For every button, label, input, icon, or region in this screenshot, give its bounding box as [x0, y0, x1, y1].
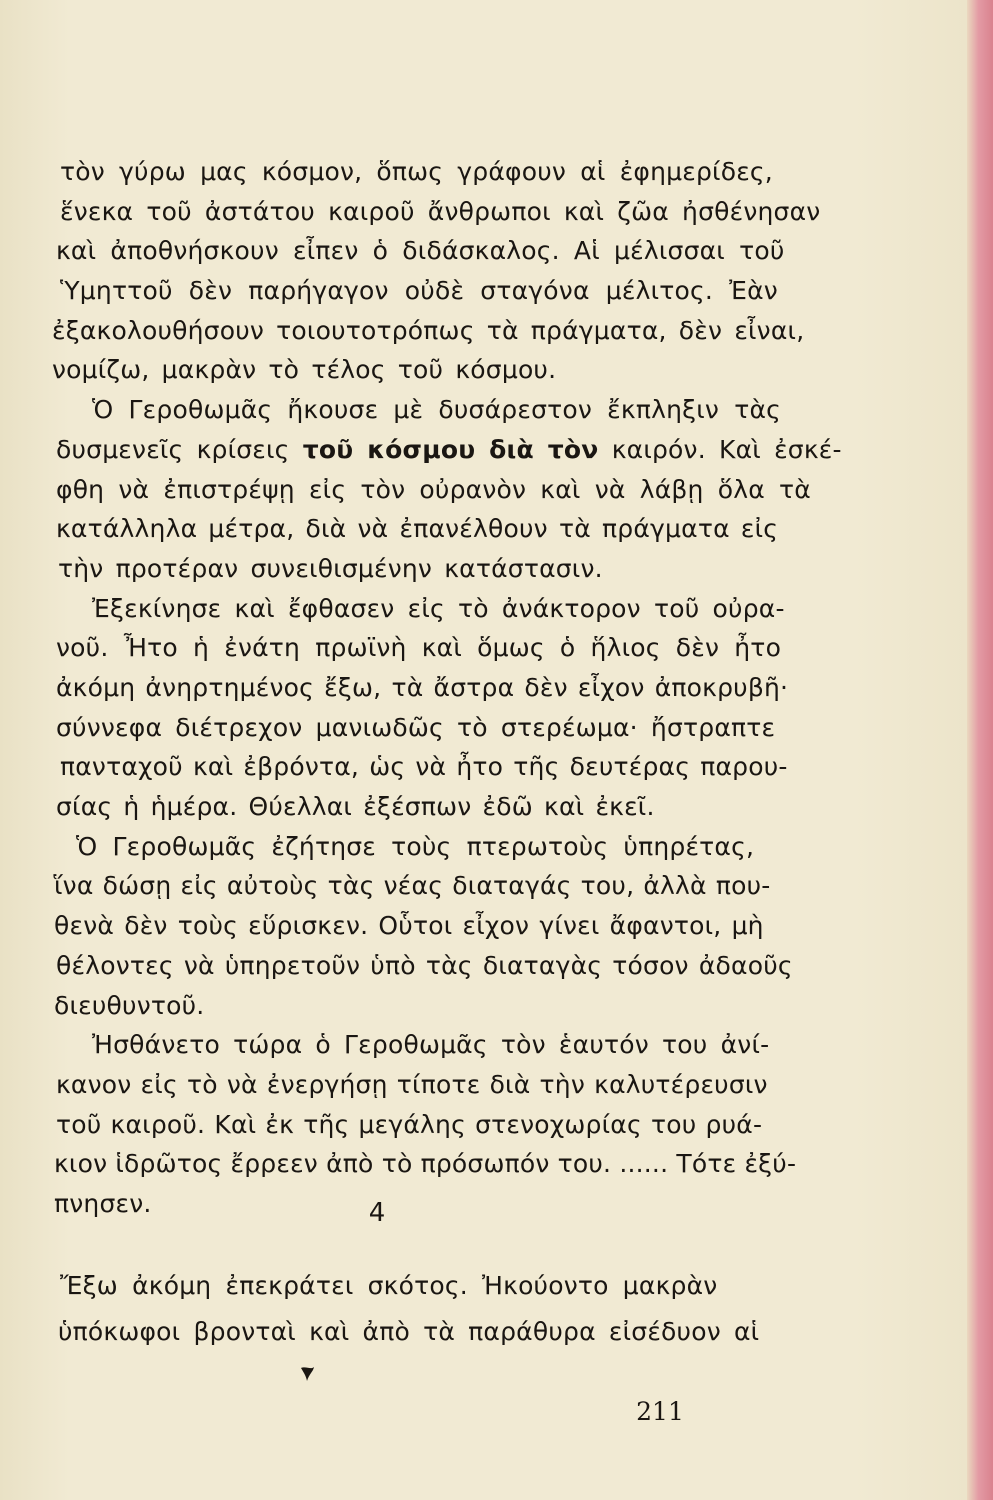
text-line: σύννεφα διέτρεχον μανιωδῶς τὸ στερέωμα· ἤστραπτε [56, 713, 776, 742]
text-line: ἀκόμη ἀνηρτημένος ἔξω, τὰ ἄστρα δὲν εἶχον ἀποκρυβῆ· [56, 673, 789, 702]
text-line: ὑπόκωφοι βρονταὶ καὶ ἀπὸ τὰ παράθυρα εἰσέδυον αἱ [58, 1317, 760, 1346]
text-line: θενὰ δὲν τοὺς εὕρισκεν. Οὗτοι εἶχον γίνει ἄφαντοι, μὴ [54, 911, 764, 940]
text-segment: καιρόν. Καὶ ἐσκέ- [611, 435, 842, 464]
section-number: 4 [368, 1198, 386, 1228]
text-line: κιον ἱδρῶτος ἔρρεεν ἀπὸ τὸ πρόσωπόν του. ...... Τότε ἐξύ- [54, 1149, 797, 1178]
text-line: κανον εἰς τὸ νὰ ἐνεργήσῃ τίποτε διὰ τὴν καλυτέρευσιν [56, 1070, 768, 1099]
fleuron-ornament-icon [298, 1364, 318, 1386]
text-line: πανταχοῦ καὶ ἐβρόντα, ὡς νὰ ἦτο τῆς δευτέρας παρου- [60, 752, 788, 781]
fleuron-ornament-icon [298, 1364, 318, 1386]
text-line: ἐξακολουθήσουν τοιουτοτρόπως τὰ πράγματα, δὲν εἶναι, [52, 316, 805, 345]
text-line: φθη νὰ ἐπιστρέψῃ εἰς τὸν οὐρανὸν καὶ νὰ λάβῃ ὅλα τὰ [56, 475, 811, 504]
text-line: τὴν προτέραν συνειθισμένην κατάστασιν. [58, 554, 603, 583]
text-line: νομίζω, μακρὰν τὸ τέλος τοῦ κόσμου. [52, 355, 557, 384]
text-line: σίας ἡ ἡμέρα. Θύελλαι ἐξέσπων ἐδῶ καὶ ἐκεῖ. [56, 792, 655, 821]
text-line: διευθυντοῦ. [54, 991, 205, 1020]
text-line: πνησεν. [54, 1189, 152, 1218]
text-line: ἕνεκα τοῦ ἀστάτου καιροῦ ἄνθρωποι καὶ ζῶα ἠσθένησαν [60, 197, 821, 226]
page-number: 211 [636, 1397, 684, 1426]
text-line: Ἐξεκίνησε καὶ ἔφθασεν εἰς τὸ ἀνάκτορον τοῦ οὐρα- [92, 594, 785, 623]
text-line: τὸν γύρω μας κόσμον, ὅπως γράφουν αἱ ἐφημερίδες, [60, 157, 773, 186]
text-line: Ὑμηττοῦ δὲν παρήγαγον οὐδὲ σταγόνα μέλιτος. Ἐὰν [60, 276, 778, 305]
text-line: ἵνα δώσῃ εἰς αὐτοὺς τὰς νέας διαταγάς του, ἀλλὰ που- [54, 871, 771, 900]
text-line: θέλοντες νὰ ὑπηρετοῦν ὑπὸ τὰς διαταγὰς τόσον ἀδαοῦς [56, 951, 793, 980]
text-line: κατάλληλα μέτρα, διὰ νὰ ἐπανέλθουν τὰ πράγματα εἰς [56, 514, 779, 543]
text-line: καὶ ἀποθνήσκουν εἶπεν ὁ διδάσκαλος. Αἱ μέλισσαι τοῦ [56, 236, 785, 265]
text-segment: δυσμενεῖς κρίσεις [56, 435, 290, 464]
bold-phrase: τοῦ κόσμου διὰ τὸν [302, 435, 599, 464]
text-line: νοῦ. Ἦτο ἡ ἐνάτη πρωϊνὴ καὶ ὅμως ὁ ἥλιος δὲν ἦτο [56, 633, 782, 662]
text-line: τοῦ καιροῦ. Καὶ ἐκ τῆς μεγάλης στενοχωρίας του ρυά- [56, 1110, 763, 1139]
text-line: Ὁ Γεροθωμᾶς ἤκουσε μὲ δυσάρεστον ἔκπληξιν τὰς [92, 395, 782, 424]
text-line: Ὁ Γεροθωμᾶς ἐζήτησε τοὺς πτερωτοὺς ὑπηρέτας, [76, 832, 755, 861]
page-edge [967, 0, 993, 1500]
text-line: Ἔξω ἀκόμη ἐπεκράτει σκότος. Ἠκούοντο μακρὰν [60, 1271, 718, 1300]
text-line: Ἠσθάνετο τώρα ὁ Γεροθωμᾶς τὸν ἑαυτόν του ἀνί- [92, 1030, 770, 1059]
